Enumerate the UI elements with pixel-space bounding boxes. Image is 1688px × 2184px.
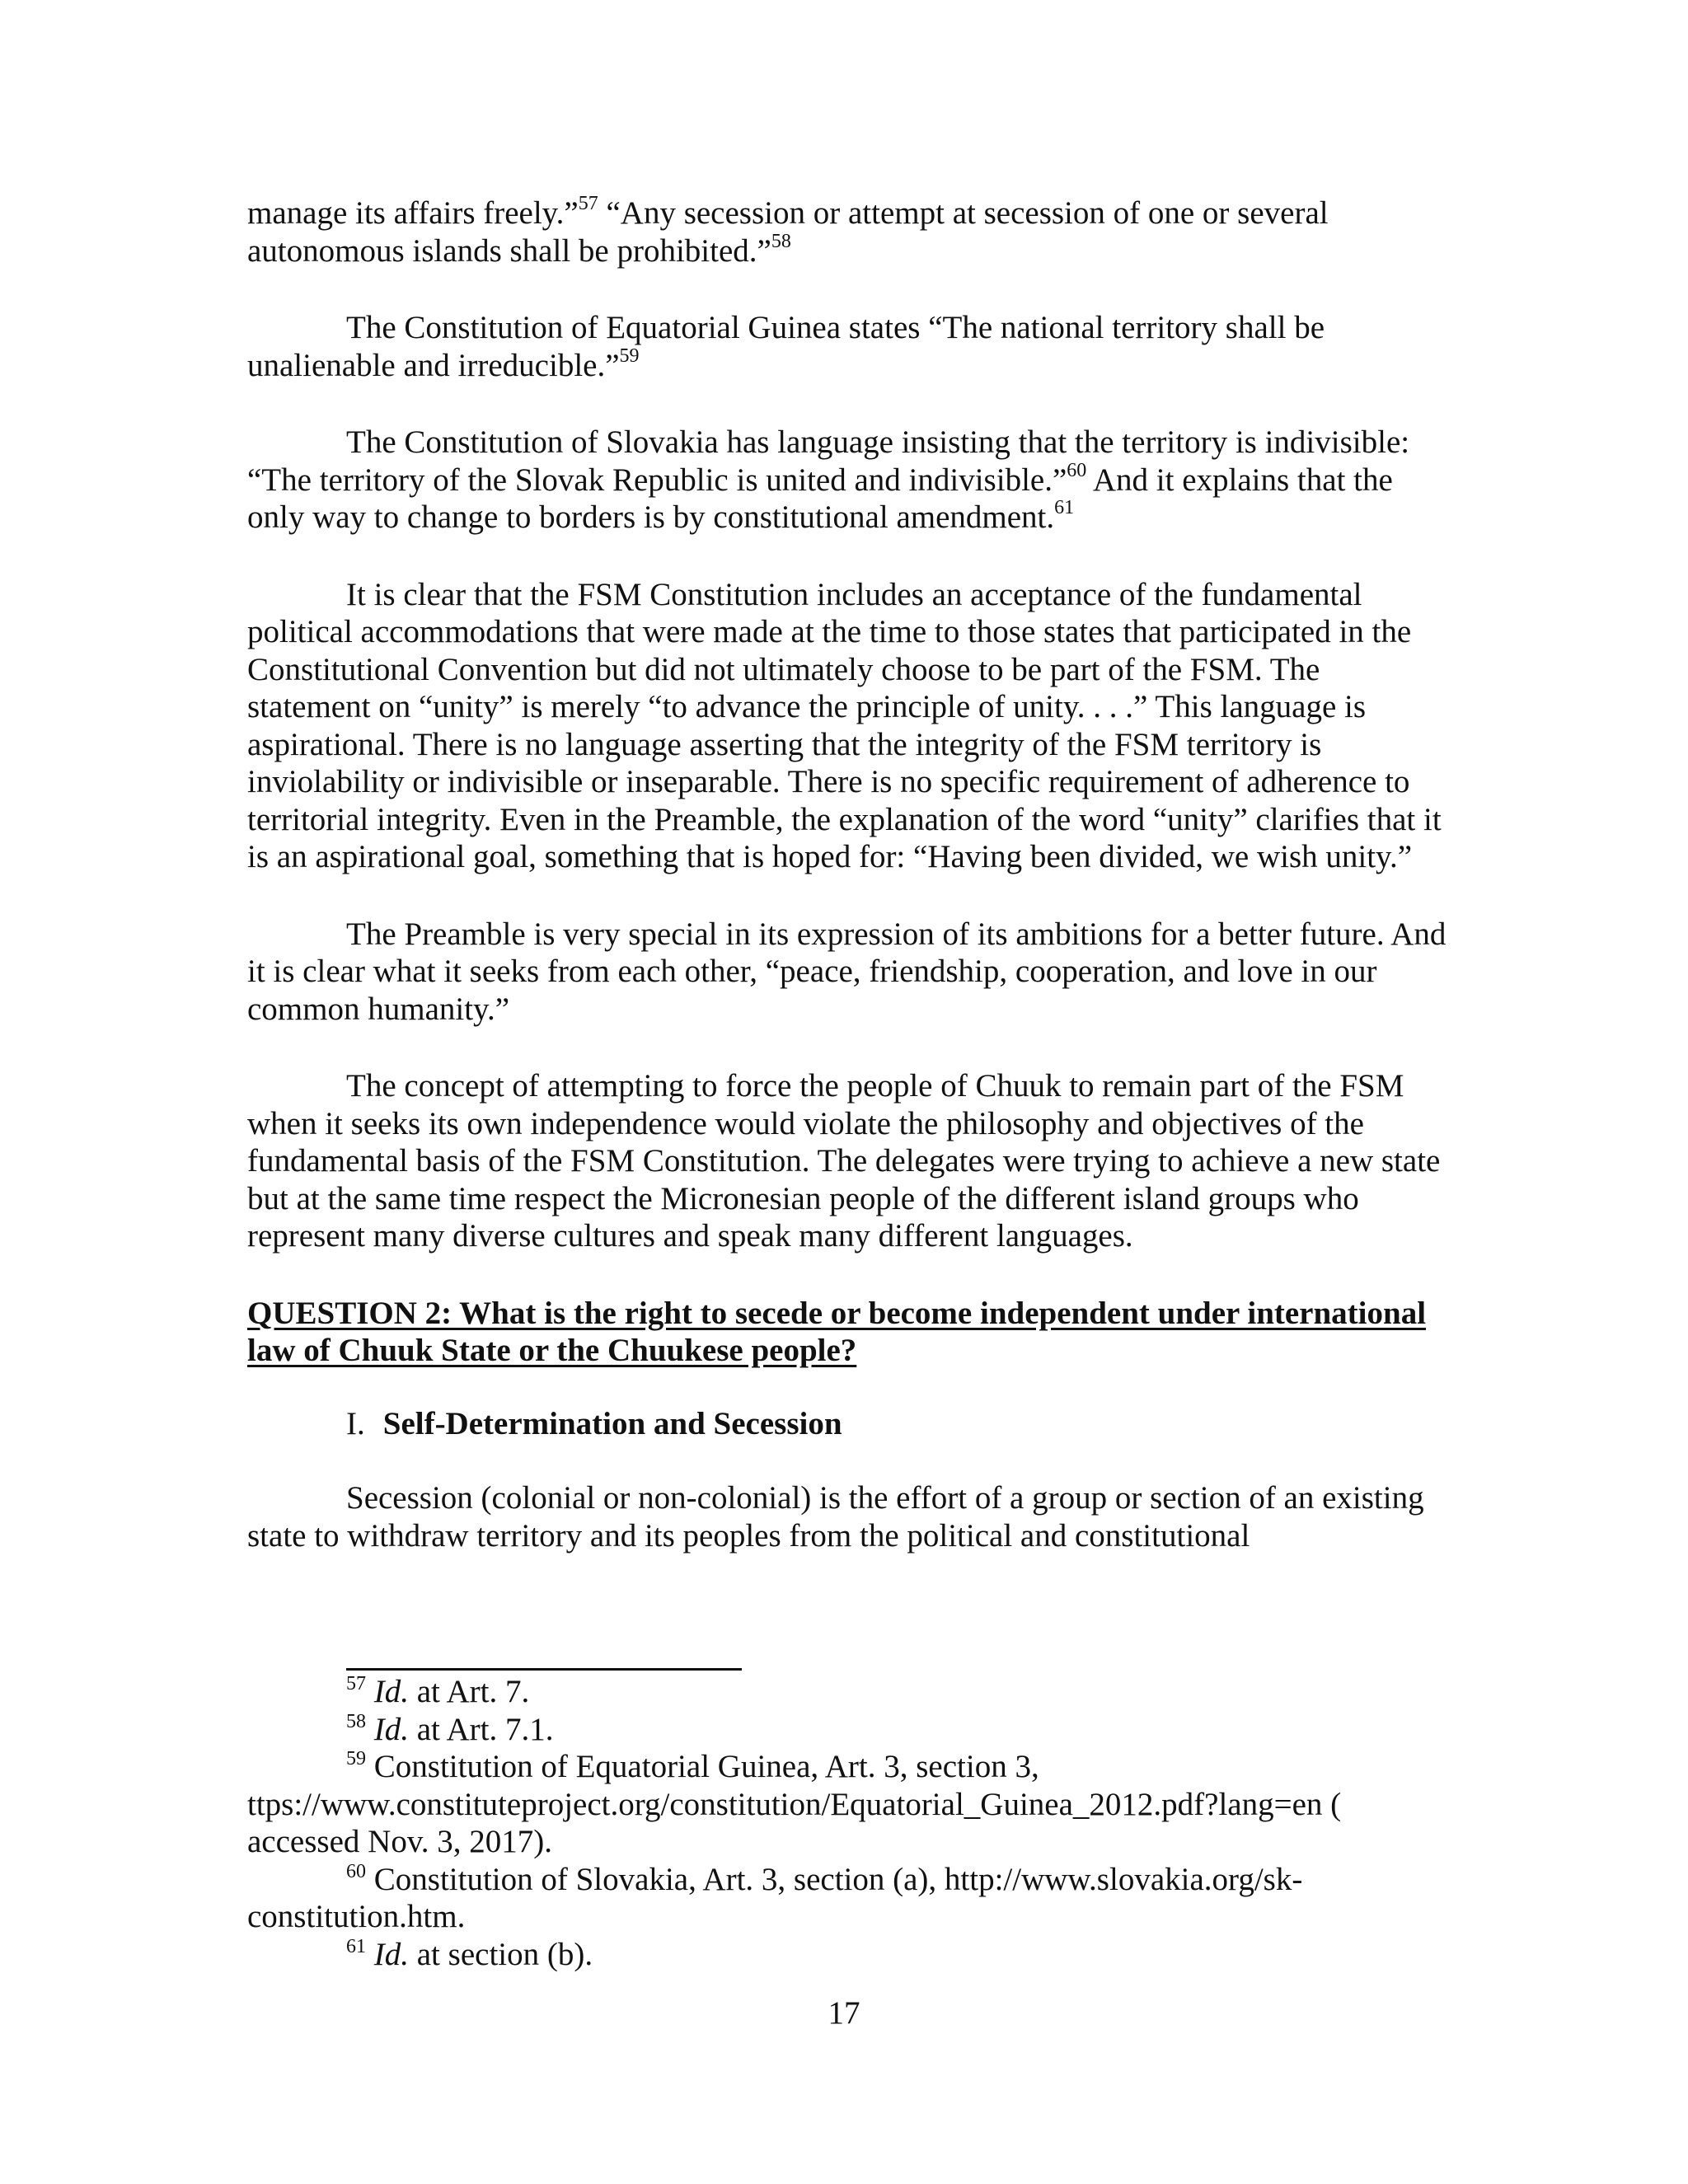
paragraph (247, 576, 1451, 876)
footnote-italic: Id. (373, 1936, 409, 1972)
paragraph (247, 916, 1451, 1029)
footnote (247, 1673, 1451, 1711)
footnote-number: 57 (346, 1673, 366, 1694)
section-heading (247, 1405, 1451, 1443)
paragraph-text: The Constitution of Slovakia has language insisting that the territory is indivisible: “The territory of the Slovak Republic is united and indivisible.” (247, 424, 1410, 498)
footnote-text: at Art. 7.1. (409, 1711, 554, 1747)
footnote-text: at section (b). (409, 1936, 593, 1972)
footnote-ref[interactable]: 60 (1067, 459, 1087, 481)
paragraph-text: It is clear that the FSM Constitution includes an acceptance of the fundamental political accommodations that were made at the time to those states that participated in the Constitutional Convention but did not ultimately choose to be part of the FSM. The statement on “unity” is merely “to advance the principle of unity. . . .” This language is aspirational. There is no language asserting that the integrity of the FSM territory is inviolability or indivisible or inseparable. There is no specific requirement of adherence to territorial integrity. Even in the Preamble, the explanation of the word “unity” clarifies that it is an aspirational goal, something that is hoped for: “Having been divided, we wish unity.” (247, 576, 1442, 874)
footnote-text: Constitution of Slovakia, Art. 3, section (a), http://www.slovakia.org/sk-constitution.htm. (247, 1861, 1303, 1934)
paragraph-text: “Any secession or attempt at secession of one or several autonomous islands shall be prohibited.” (247, 195, 1329, 269)
footnote-ref[interactable]: 57 (578, 193, 598, 214)
footnote-number: 59 (346, 1748, 366, 1769)
footnote-text: at Art. 7. (409, 1674, 530, 1709)
footnote-number: 61 (346, 1935, 366, 1957)
footnote-italic: Id. (373, 1674, 409, 1709)
footnote-separator (346, 1668, 742, 1671)
section-title: Self-Determination and Secession (382, 1405, 842, 1441)
footnote (247, 1936, 1451, 1974)
page-number: 17 (828, 1995, 860, 2031)
footnote-italic: Id. (373, 1711, 409, 1747)
footnote-ref[interactable]: 61 (1054, 497, 1075, 518)
footnote-number: 60 (346, 1860, 366, 1882)
paragraph (247, 1479, 1451, 1554)
paragraph (247, 194, 1451, 269)
paragraph-text: And it explains that the only way to change to borders is by constitutional amendment. (247, 462, 1393, 535)
paragraph (247, 1067, 1451, 1255)
footnote (247, 1711, 1451, 1749)
footnote (247, 1748, 1451, 1861)
paragraph-text: manage its affairs freely.” (247, 195, 579, 231)
paragraph-text: Secession (colonial or non-colonial) is the effort of a group or section of an existing state to withdraw territory and its peoples from the political and constitutional (247, 1480, 1424, 1554)
footnote (247, 1861, 1451, 1936)
body-text (247, 194, 1451, 1594)
paragraph (247, 309, 1451, 384)
section-number: I. (346, 1405, 365, 1441)
paragraph-text: The concept of attempting to force the people of Chuuk to remain part of the FSM when it seeks its own independence would violate the philosophy and objectives of the fundamental basis of the FSM Constitution. The delegates were trying to achieve a new state but at the same time respect the Micronesian people of the different island groups who represent many diverse cultures and speak many different languages. (247, 1068, 1441, 1254)
footnote-ref[interactable]: 58 (771, 230, 791, 252)
footnote-ref[interactable]: 59 (619, 344, 640, 367)
paragraph-text: The Preamble is very special in its expression of its ambitions for a better future. And it is clear what it seeks from each other, “peace, friendship, cooperation, and love in our common humanity.” (247, 916, 1447, 1027)
question-heading: QUESTION 2: What is the right to secede or become independent under international law of Chuuk State or the Chuukese people? (247, 1295, 1427, 1368)
paragraph-text: The Constitution of Equatorial Guinea states “The national territory shall be unalienable and irreducible.” (247, 310, 1325, 383)
footnote-text: Constitution of Equatorial Guinea, Art. 3, section 3, ttps://www.constituteproject.org/constitution/Equatorial_Guinea_2012.pdf?lang=en ( accessed Nov. 3, 2017). (247, 1749, 1342, 1859)
footnote-number: 58 (346, 1710, 366, 1732)
paragraph (247, 424, 1451, 537)
footnotes (247, 1673, 1451, 1973)
